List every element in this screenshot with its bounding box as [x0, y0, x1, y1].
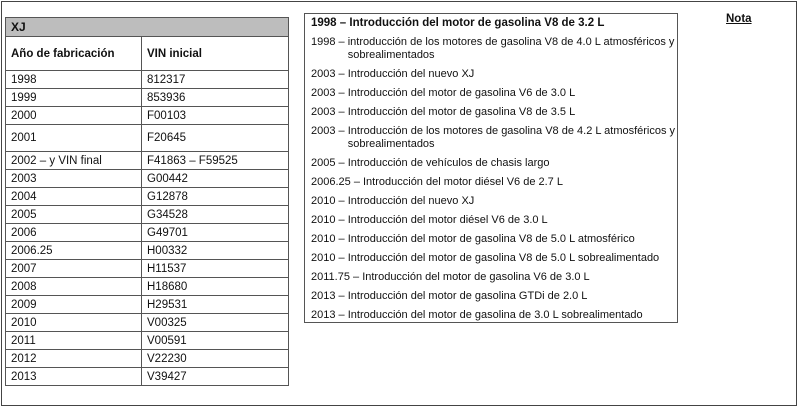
year-cell: 2012 [6, 350, 142, 368]
table-row [6, 170, 289, 188]
note-item [311, 36, 677, 62]
note-year: 2010 [311, 195, 336, 207]
note-year: 1998 [311, 36, 336, 48]
note-year: 2011.75 [311, 271, 350, 283]
note-separator: – [335, 106, 348, 118]
year-cell: 2004 [6, 188, 142, 206]
vin-cell: G49701 [142, 224, 289, 242]
note-item [311, 252, 677, 265]
year-cell: 2002 – y VIN final [6, 152, 142, 170]
note-year: 2013 [311, 290, 336, 302]
note-item [311, 17, 677, 30]
note-separator: – [349, 271, 363, 283]
year-cell: 2006.25 [6, 242, 142, 260]
note-item [311, 68, 677, 81]
vin-cell: H11537 [142, 260, 289, 278]
vin-cell: V00591 [142, 332, 289, 350]
table-row [6, 368, 289, 386]
note-year: 2003 [311, 125, 336, 137]
vin-cell: 812317 [142, 71, 289, 89]
table-row [6, 152, 289, 170]
year-cell: 2008 [6, 278, 142, 296]
model-title: XJ [6, 18, 289, 37]
note-year: 2003 [311, 106, 336, 118]
note-year: 2010 [311, 252, 336, 264]
vin-table-body [6, 71, 289, 386]
note-text: Introducción del motor de gasolina de 3.0 L sobrealimentado [347, 309, 643, 321]
note-item [311, 195, 677, 208]
note-separator: – [336, 17, 350, 29]
vin-cell: H29531 [142, 296, 289, 314]
note-item [311, 290, 677, 303]
note-item [311, 233, 677, 246]
note-item [311, 176, 677, 189]
note-year: 2013 [311, 309, 336, 321]
table-row [6, 89, 289, 107]
year-cell: 2011 [6, 332, 142, 350]
note-separator: – [335, 252, 348, 264]
nota-header: Nota [726, 13, 752, 25]
year-cell: 2005 [6, 206, 142, 224]
vin-cell: G00442 [142, 170, 289, 188]
note-item [311, 271, 677, 284]
note-separator: – [335, 214, 348, 226]
vin-cell: G34528 [142, 206, 289, 224]
note-item [311, 87, 677, 100]
note-text: Introducción de los motores de gasolina V8 de 4.2 L atmosféricos y sobrealimentados [347, 125, 676, 150]
note-separator: – [335, 233, 348, 245]
note-separator: – [335, 290, 348, 302]
vin-cell: F00103 [142, 107, 289, 125]
table-row [6, 314, 289, 332]
year-column-header: Año de fabricación [6, 37, 142, 71]
vin-column-header: VIN inicial [142, 37, 289, 71]
year-cell: 2009 [6, 296, 142, 314]
note-separator: – [350, 176, 363, 188]
note-text: Introducción del motor de gasolina V8 de 3.5 L [347, 106, 576, 118]
vin-cell: F20645 [142, 125, 289, 152]
vin-cell: G12878 [142, 188, 289, 206]
vin-cell: V39427 [142, 368, 289, 386]
year-cell: 2003 [6, 170, 142, 188]
note-item [311, 106, 677, 119]
table-row [6, 242, 289, 260]
table-row [6, 332, 289, 350]
note-text: Introducción del nuevo XJ [347, 68, 475, 80]
note-year: 2010 [311, 214, 336, 226]
note-separator: – [335, 195, 348, 207]
vin-cell: H18680 [142, 278, 289, 296]
note-separator: – [335, 68, 348, 80]
note-text: Introducción del motor de gasolina V8 de 5.0 L atmosférico [347, 233, 635, 245]
note-text: Introducción del motor de gasolina V6 de 3.0 L [347, 87, 576, 99]
vin-cell: 853936 [142, 89, 289, 107]
year-cell: 2007 [6, 260, 142, 278]
vin-cell: H00332 [142, 242, 289, 260]
note-year: 2006.25 [311, 176, 351, 188]
note-text: Introducción del motor de gasolina V6 de 3.0 L [362, 271, 590, 283]
note-year: 2003 [311, 68, 336, 80]
table-row [6, 188, 289, 206]
table-row [6, 350, 289, 368]
year-cell: 2001 [6, 125, 142, 152]
note-text: introducción de los motores de gasolina V8 de 4.0 L atmosféricos y sobrealimentados [347, 36, 675, 61]
note-separator: – [335, 125, 348, 137]
note-separator: – [335, 36, 348, 48]
note-year: 2010 [311, 233, 336, 245]
note-year: 2005 [311, 157, 336, 169]
year-cell: 1998 [6, 71, 142, 89]
note-year: 2003 [311, 87, 336, 99]
year-cell: 2013 [6, 368, 142, 386]
year-cell: 2000 [6, 107, 142, 125]
vin-table [5, 17, 289, 386]
table-row [6, 107, 289, 125]
table-row [6, 206, 289, 224]
header-row [6, 37, 289, 71]
note-item [311, 214, 677, 227]
year-cell: 2010 [6, 314, 142, 332]
note-text: Introducción del nuevo XJ [347, 195, 475, 207]
note-separator: – [335, 309, 348, 321]
note-item [311, 309, 677, 322]
note-text: Introducción del motor diésel V6 de 3.0 L [347, 214, 548, 226]
note-text: Introducción del motor de gasolina V8 de 5.0 L sobrealimentado [347, 252, 660, 264]
note-text: Introducción del motor de gasolina GTDi de 2.0 L [347, 290, 588, 302]
note-year: 1998 [311, 17, 337, 29]
note-text: Introducción de vehículos de chasis largo [347, 157, 550, 169]
note-text: Introducción del motor de gasolina V8 de 3.2 L [349, 17, 605, 29]
note-item [311, 125, 677, 151]
year-cell: 2006 [6, 224, 142, 242]
table-row [6, 260, 289, 278]
vin-cell: V00325 [142, 314, 289, 332]
vin-cell: V22230 [142, 350, 289, 368]
vin-cell: F41863 – F59525 [142, 152, 289, 170]
model-row [6, 18, 289, 37]
table-row [6, 125, 289, 152]
note-item [311, 157, 677, 170]
notes-list [304, 13, 678, 323]
year-cell: 1999 [6, 89, 142, 107]
note-text: Introducción del motor diésel V6 de 2.7 L [363, 176, 563, 188]
table-row [6, 278, 289, 296]
table-row [6, 71, 289, 89]
note-separator: – [335, 87, 348, 99]
note-separator: – [335, 157, 348, 169]
table-row [6, 296, 289, 314]
table-row [6, 224, 289, 242]
